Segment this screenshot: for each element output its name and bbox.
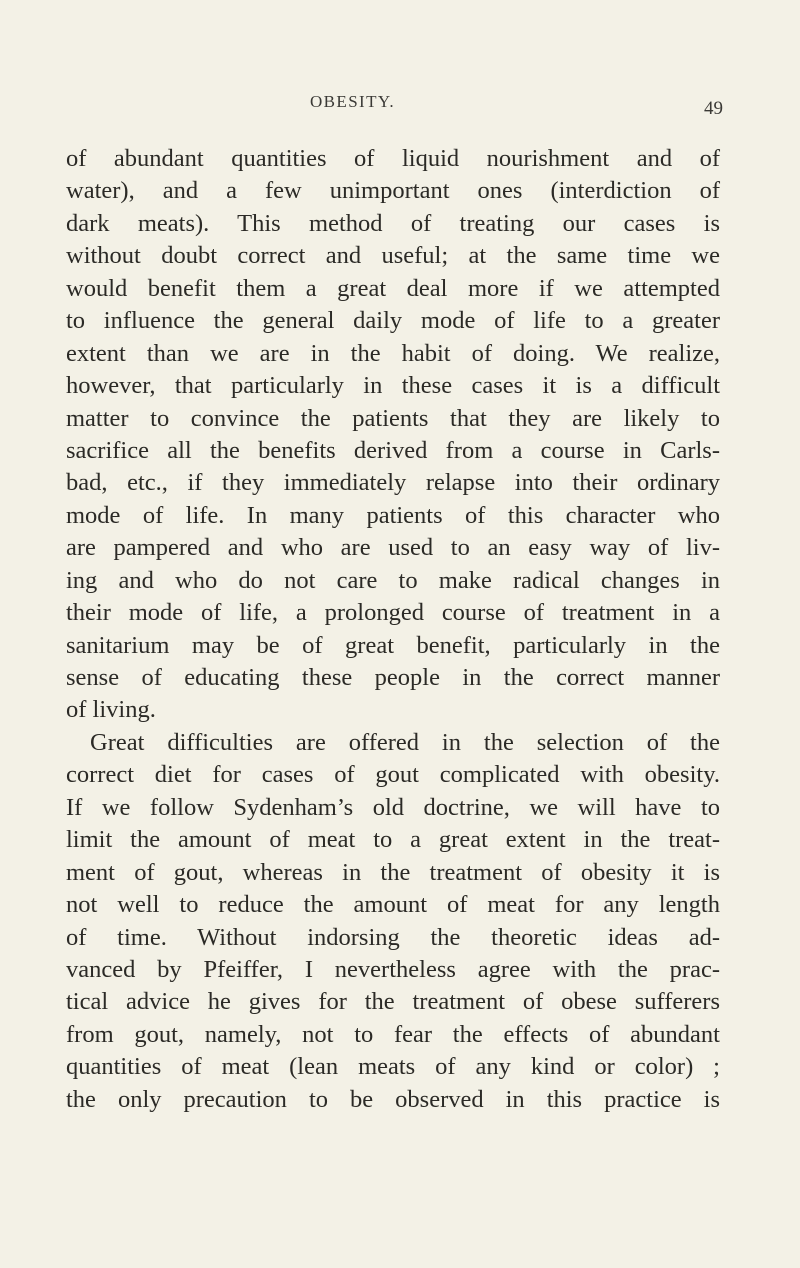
page-number: 49 bbox=[704, 98, 723, 119]
text-line: from gout, namely, not to fear the effects of abundant bbox=[66, 1020, 720, 1048]
text-line: the only precaution to be observed in this practice is bbox=[66, 1085, 720, 1113]
text-line: ment of gout, whereas in the treatment of obesity it is bbox=[66, 858, 720, 886]
text-line: of time. Without indorsing the theoretic ideas ad- bbox=[66, 923, 720, 951]
text-line: correct diet for cases of gout complicated with obesity. bbox=[66, 761, 720, 789]
text-line: their mode of life, a prolonged course of treatment in a bbox=[66, 599, 720, 627]
text-line: sense of educating these people in the correct manner bbox=[66, 664, 720, 691]
text-line: water), and a few unimportant ones (interdiction of bbox=[66, 177, 720, 205]
text-line: not well to reduce the amount of meat for any length bbox=[66, 891, 720, 919]
text-line: bad, etc., if they immediately relapse into their ordinary bbox=[66, 469, 720, 497]
text-line: to influence the general daily mode of life to a greater bbox=[66, 307, 720, 335]
text-line: would benefit them a great deal more if we attempted bbox=[66, 274, 720, 302]
text-line: dark meats). This method of treating our cases is bbox=[66, 209, 720, 237]
text-line: tical advice he gives for the treatment of obese sufferers bbox=[66, 988, 720, 1016]
text-line: quantities of meat (lean meats of any kind or color) ; bbox=[66, 1053, 720, 1081]
text-line: Great difficulties are offered in the selection of the bbox=[90, 728, 720, 756]
text-line: ing and who do not care to make radical changes in bbox=[66, 566, 720, 594]
running-head: OBESITY. bbox=[310, 92, 396, 111]
text-line: of abundant quantities of liquid nourishment and of bbox=[66, 145, 720, 172]
text-line: however, that particularly in these cases it is a difficult bbox=[66, 372, 720, 400]
text-line: limit the amount of meat to a great extent in the treat- bbox=[66, 826, 720, 854]
text-line: sanitarium may be of great benefit, particularly in the bbox=[66, 631, 720, 659]
text-line: sacrifice all the benefits derived from a course in Carls- bbox=[66, 436, 720, 464]
text-line: are pampered and who are used to an easy way of liv- bbox=[66, 534, 720, 562]
text-line: vanced by Pfeiffer, I nevertheless agree with the prac- bbox=[66, 955, 720, 983]
text-line: mode of life. In many patients of this character who bbox=[66, 501, 720, 529]
text-line: If we follow Sydenham’s old doctrine, we will have to bbox=[66, 793, 720, 821]
text-line: extent than we are in the habit of doing. We realize, bbox=[66, 339, 720, 367]
text-line: matter to convince the patients that they are likely to bbox=[66, 404, 720, 432]
text-line: of living. bbox=[66, 696, 156, 724]
body-text bbox=[66, 143, 720, 1116]
text-line: without doubt correct and useful; at the same time we bbox=[66, 242, 720, 270]
